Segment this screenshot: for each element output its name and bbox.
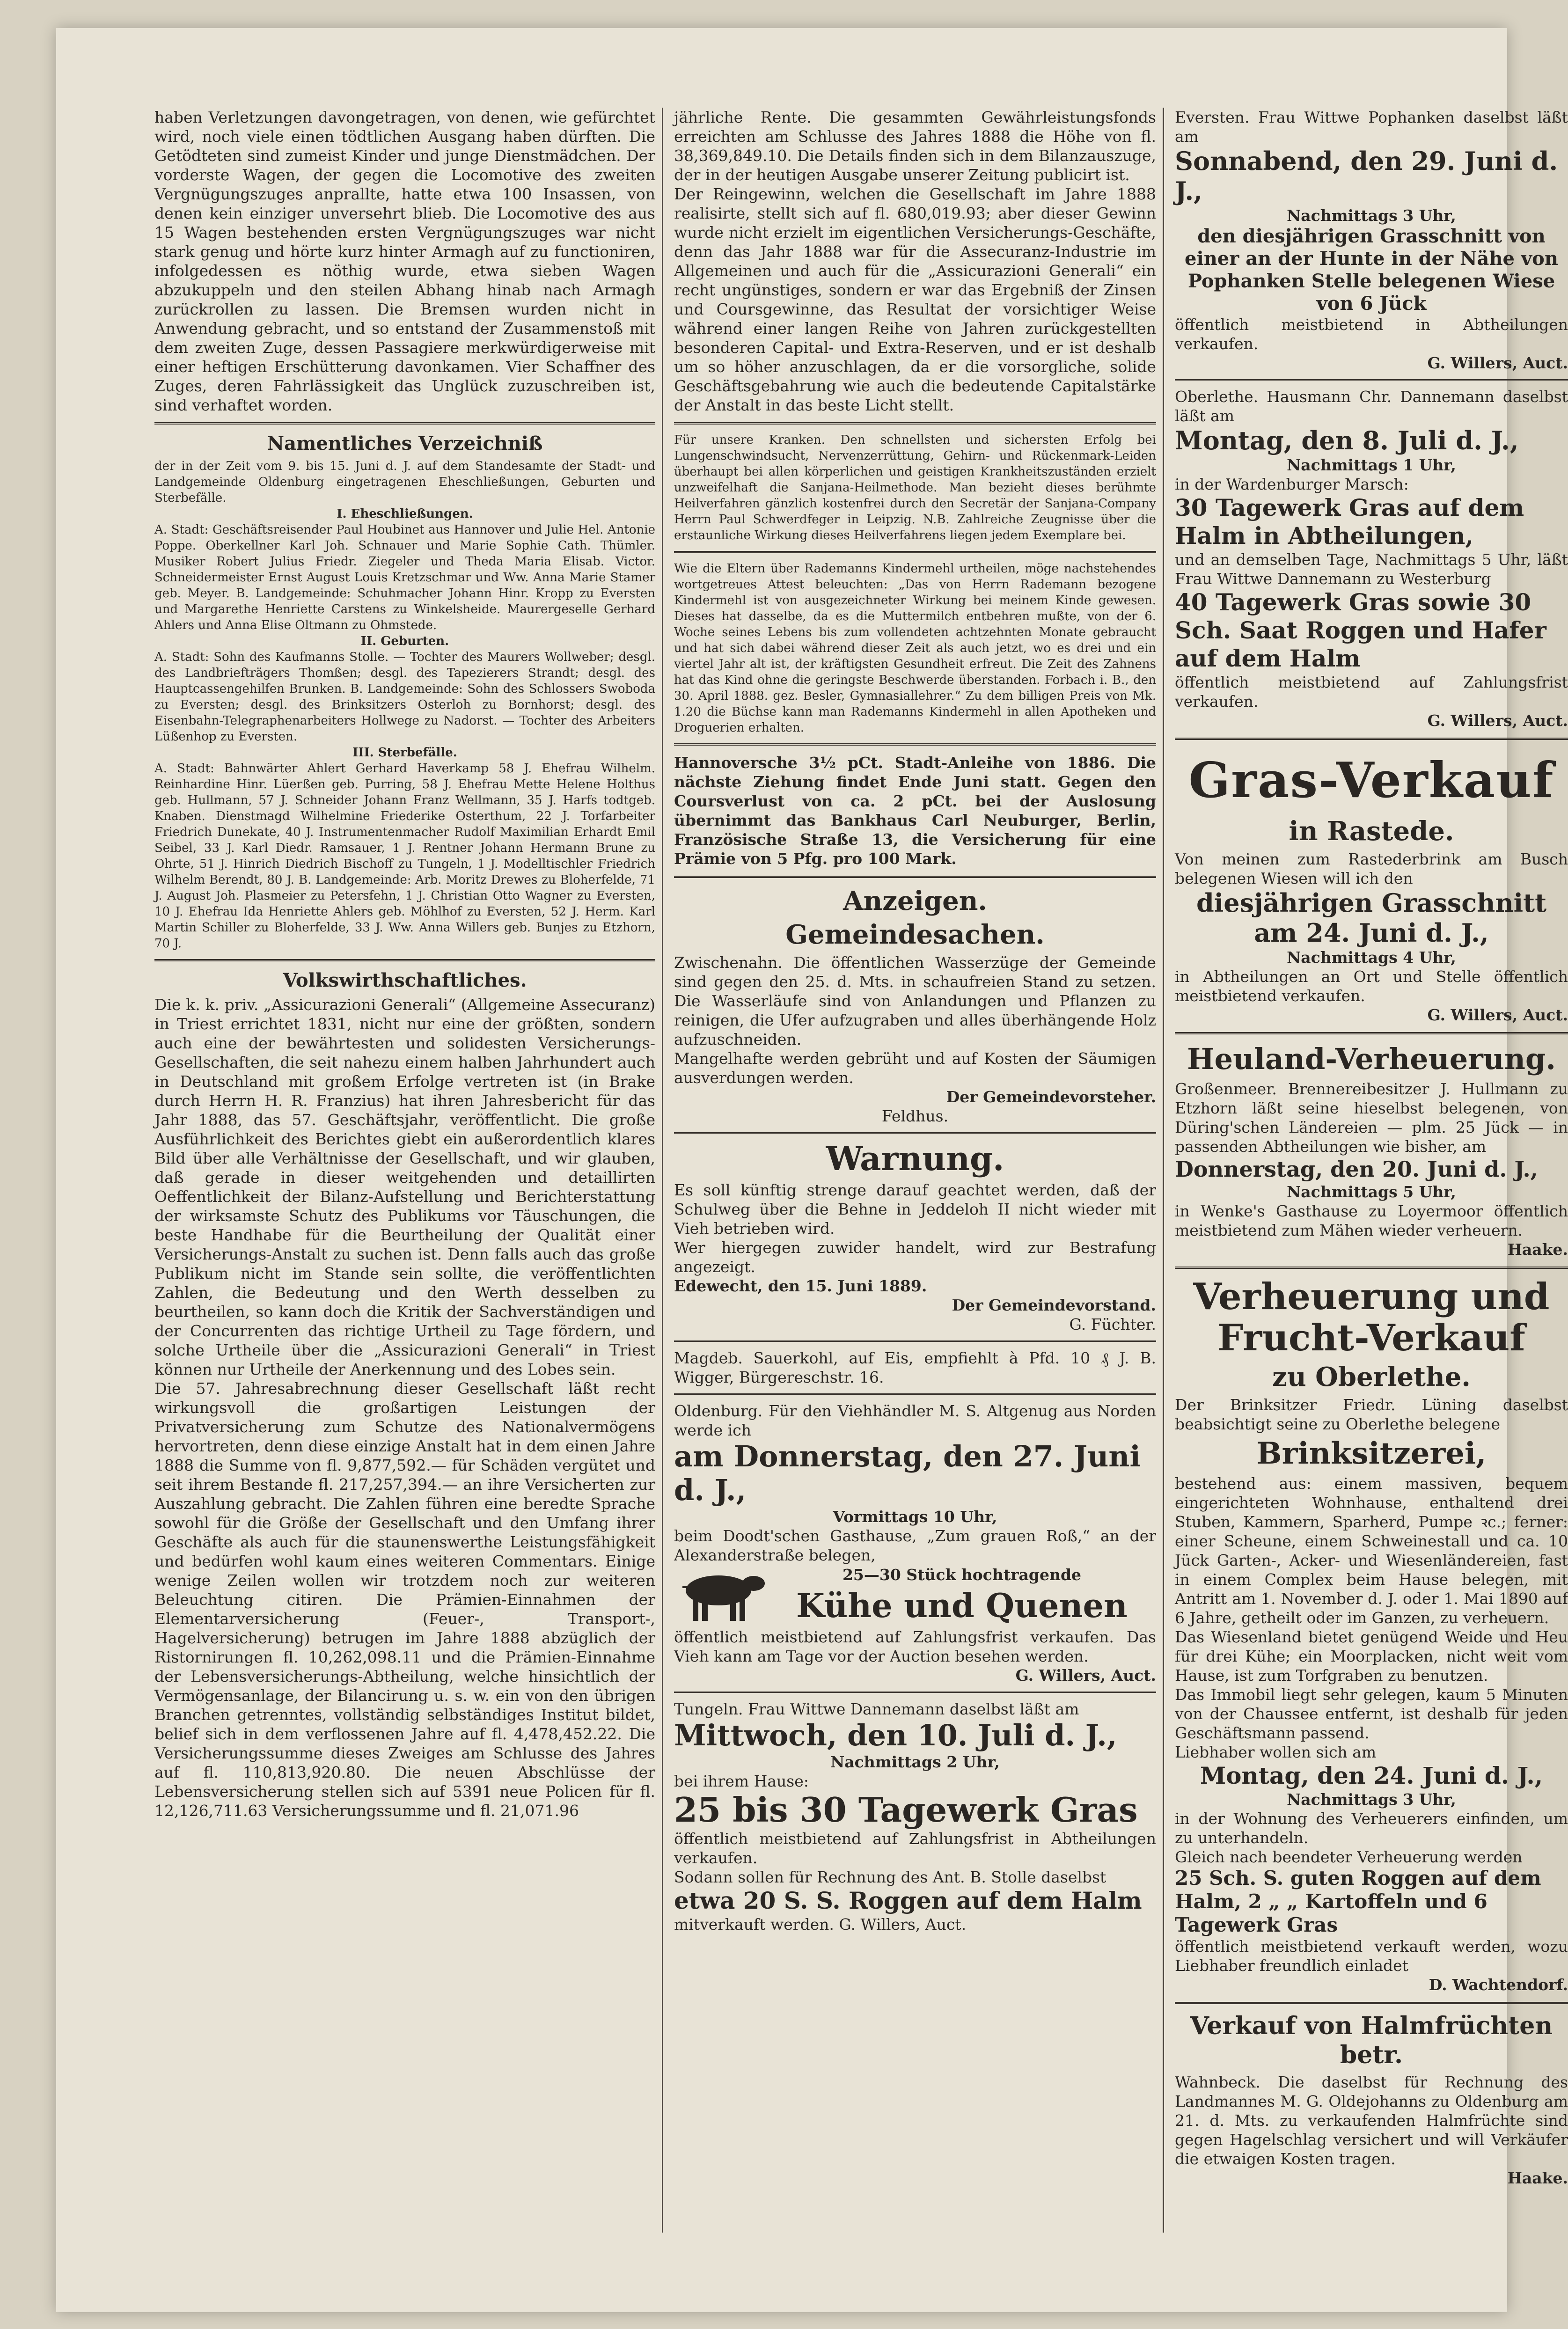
- tungeln-rye: etwa 20 S. S. Roggen auf dem Halm: [674, 1887, 1142, 1914]
- cows-text: öffentlich meistbietend auf Zahlungsfrist verkaufen. Das Vieh kann am Tage vor der Auction besehen werden.: [674, 1628, 1156, 1665]
- eversten-big: den diesjährigen Grasschnitt von einer an der Hunte in der Nähe von Pophanken Stelle belegenen Wiese von 6 Jück: [1185, 225, 1558, 315]
- oberlethe-big: 30 Tagewerk Gras auf dem Halm in Abtheilungen,: [1175, 494, 1524, 549]
- econ-title: Volkswirthschaftliches.: [283, 969, 527, 991]
- auction-date: Donnerstag, den 20. Juni d. J.,: [1175, 1157, 1538, 1182]
- verheuerung-title: Verheuerung und Frucht-Verkauf: [1193, 1275, 1550, 1359]
- signature: Feldhus.: [881, 1107, 949, 1125]
- verheuerung-text: öffentlich meistbietend verkauft werden, wozu Liebhaber freundlich einladet: [1175, 1937, 1568, 1975]
- auction-place: beim Doodt'schen Gasthause, „Zum grauen Roß,“ an der Alexanderstraße belegen,: [674, 1527, 1156, 1564]
- oberlethe-ad: Oberlethe. Hausmann Chr. Dannemann daselbst läßt am: [1175, 388, 1568, 425]
- verheuerung-big: 25 Sch. S. guten Roggen auf dem Halm, 2 „ „ Kartoffeln und 6 Tagewerk Gras: [1175, 1867, 1541, 1936]
- verheuerung-text: bestehend aus: einem massiven, bequem eingerichteten Wohnhause, enthaltend drei Stuben, Kammern, Sparherd, Pumpe ꝛc.; ferner: einer Scheune, einem Schweinestall und ca. 10 Jück Garten-, Acker- und Wiesenländereien, fast in einem Complex beim Hause belegen, mit Antritt am 1. November d. J. oder 1. Mai 1890 auf 6 Jahre, getheilt oder im Ganzen, zu verheuern.: [1175, 1474, 1568, 1627]
- verheuerung-text: Gleich nach beendeter Verheuerung werden: [1175, 1848, 1523, 1866]
- gras-text: Von meinen zum Rastederbrink am Busch belegenen Wiesen will ich den: [1175, 850, 1568, 887]
- gras-subtitle: in Rastede.: [1289, 816, 1454, 847]
- article-text: Der Reingewinn, welchen die Gesellschaft im Jahre 1888 realisirte, stellt sich auf fl. 680,019.93; aber dieser Gewinn wurde nicht erzielt im eigentlichen Versicherungs-Geschäfte, denn das Jahr 1888 war für die Assecuranz-Industrie im Allgemeinen und auch für die „Assicurazioni Generali“ ein recht ungünstiges, sondern er war das Ergebniß der Zinsen und Coursgewinne, das Resultat der vorsichtiger Weise während einer langen Reihe von Jahren zurückgestellten besonderen Capital- und Extra-Reserven, und er ist deshalb um so höher anzuschlagen, da er die vorsorgliche, solide Geschäftsgebahrung wie auch die bedeutende Capitalstärke der Anstalt in das beste Licht stellt.: [674, 185, 1156, 414]
- gemeinde-text: Zwischenahn. Die öffentlichen Wasserzüge der Gemeinde sind gegen den 25. d. Mts. in schaufreien Stand zu setzen. Die Wasserläufe sind von Anlandungen und Pflanzen zu reinigen, die Ufer aufzugraben und alles überhängende Holz aufzuschneiden.: [674, 953, 1156, 1048]
- oldenburg-ad: Oldenburg. Für den Viehhändler M. S. Altgenug aus Norden werde ich: [674, 1402, 1156, 1439]
- section-text: A. Stadt: Geschäftsreisender Paul Houbinet aus Hannover und Julie Hel. Antonie Poppe. Oberkellner Karl Joh. Schnauer und Marie Sophie Cath. Thümler. Musiker Robert Julius Friedr. Ziegeler und Theda Maria Elisab. Victor. Schneidermeister Ernst August Louis Kretzschmar und Ww. Anna Marie Stamer geb. Meyer. B. Landgemeinde: Schuhmacher Johann Hinr. Kropp zu Eversten und Margarethe Henriette Carstens zu Winkelsheide. Maurergeselle Gerhard Ahlers und Anna Elise Oltmann zu Ohmstede.: [154, 523, 655, 632]
- oberlethe-big: 40 Tagewerk Gras sowie 30 Sch. Saat Roggen und Hafer auf dem Halm: [1175, 588, 1546, 672]
- loan-notice: Hannoversche 3½ pCt. Stadt-Anleihe von 1886. Die nächste Ziehung findet Ende Juni statt. Gegen den Coursverlust von ca. 2 pCt. bei der Auslosung übernimmt das Bankhaus Carl Neuburger, Berlin, Französische Straße 13, die Versicherung für eine Prämie von 5 Pfg. pro 100 Mark.: [674, 754, 1156, 868]
- register-title: Namentliches Verzeichniß: [267, 432, 543, 454]
- auction-time: Vormittags 10 Uhr,: [833, 1508, 997, 1526]
- column-2: [674, 108, 1156, 1934]
- tungeln-text: öffentlich meistbietend auf Zahlungsfrist in Abtheilungen verkaufen.: [674, 1830, 1156, 1867]
- verheuerung-subtitle: zu Oberlethe.: [1272, 1362, 1471, 1392]
- warning-title: Warnung.: [826, 1139, 1004, 1178]
- signature: G. Willers, Auct.: [1427, 711, 1568, 730]
- signature: G. Willers, Auct.: [1015, 1666, 1156, 1684]
- auction-place: bei ihrem Hause:: [674, 1772, 809, 1790]
- signature: Haake.: [1507, 2169, 1568, 2187]
- signature: Der Gemeindevorsteher.: [946, 1088, 1156, 1106]
- verheuerung-text: Der Brinksitzer Friedr. Lüning daselbst beabsichtigt seine zu Oberlethe belegene: [1175, 1396, 1568, 1433]
- cows-count: 25—30 Stück hochtragende: [842, 1565, 1082, 1584]
- section-text: A. Stadt: Bahnwärter Ahlert Gerhard Haverkamp 58 J. Ehefrau Wilhelm. Reinhardine Hinr. Lüerßen geb. Purring, 58 J. Ehefrau Mette Helene Holthus geb. Hullmann, 57 J. Schneider Johann Franz Wellmann, 35 J. Harfs todtgeb. Knaben. Dienstmagd Wilhelmine Friederike Osterthum, 22 J. Torfarbeiter Friedrich Dunekate, 40 J. Instrumentenmacher Rudolf Maximilian Erhardt Emil Seibel, 33 J. Karl Diedr. Ramsauer, 1 J. Rentner Johann Hermann Brune zu Ohrte, 51 J. Hinrich Diedrich Bischoff zu Tungeln, 1 J. Modelltischler Friedrich Wilhelm Berendt, 80 J. B. Landgemeinde: Arb. Moritz Drewes zu Bloherfelde, 71 J. August Joh. Plasmeier zu Petersfehn, 1 J. Christian Otto Wagner zu Eversten, 10 J. Ehefrau Ida Henriette Ahlers geb. Möhlhof zu Eversten, 52 J. Herm. Karl Martin Schiller zu Bloherfelde, 33 J. Ww. Anna Willers geb. Bunjes zu Etzhorn, 70 J.: [154, 762, 655, 951]
- auction-time: Nachmittags 4 Uhr,: [1287, 948, 1456, 967]
- econ-text: Die 57. Jahresabrechnung dieser Gesellschaft läßt recht wirkungsvoll die großartigen Leistungen der Privatversicherung zum Schutze des Nationalvermögens hervortreten, denn diese einzige Anstalt hat in dem einen Jahre 1888 die Summe von fl. 9,877,592.— für Schäden vergütet und seit ihrem Bestande fl. 217,257,394.— an ihre Versicherten zur Auszahlung gebracht. Die Zahlen führen eine beredte Sprache sowohl für die Größe der Gesellschaft und den Umfang ihrer Geschäfte als auch für die staunenswerthe Leistungsfähigkeit und bedürfen wohl kaum eines weiteren Commentars. Einige wenige Zeilen wollen wir trotzdem noch zur weiteren Beleuchtung citiren. Die Prämien-Einnahmen der Elementarversicherung (Feuer-, Transport-, Hagelversicherung) betrugen im Jahre 1888 abzüglich der Ristornirungen fl. 10,262,098.11 und die Prämien-Einnahme der Lebensversicherungs-Abtheilung, welche hinsichtlich der Vermögensanlage, der Bilancirung u. s. w. ein von den übrigen Branchen getrenntes, vollständig selbständiges Institut bildet, belief sich in dem verflossenen Jahre auf fl. 4,478,452.22. Die Versicherungssumme dieses Zweiges am Schlusse des Jahres auf fl. 110,813,920.80. Die neuen Abschlüsse der Lebensversicherung stellen sich auf 5391 neue Policen für fl. 12,126,711.63 Versicherungssumme und fl. 21,071.96: [154, 1379, 655, 1820]
- econ-text: Die k. k. priv. „Assicurazioni Generali“ (Allgemeine Assecuranz) in Triest errichtet 1831, nicht nur eine der größten, sondern auch eine der bewährtesten und solidesten Versicherungs-Gesellschaften, die seit nahezu einem halben Jahrhundert auch in Deutschland mit großem Erfolge vertreten ist (in Brake durch Herrn H. R. Franzius) hat ihren Jahresbericht für das Jahr 1888, das 57. Geschäftsjahr, veröffentlicht. Die große Ausführlichkeit des Berichtes giebt ein außerordentlich klares Bild über alle Verhältnisse der Gesellschaft, und wir glauben, daß gerade in dieser weitgehenden und detaillirten Oeffentlichkeit der Bilanz-Aufstellung und Berichterstattung der wirksamste Schutz des Publikums vor Täuschungen, die beste Handhabe für die Beurtheilung der Qualität einer Versicherungs-Anstalt zu suchen ist. Denn falls auch das große Publikum nicht im Stande sein sollte, die veröffentlichten Zahlen, die Bedeutung und den Werth desselben zu beurtheilen, so kann doch die Kritik der Sachverständigen und der Concurrenten das richtige Urtheil zu Tage fördern, und solche Urtheile über die „Assicurazioni Generali“ in Triest können nur Urtheile der Anerkennung und des Lobes sein.: [154, 996, 655, 1378]
- eversten-ad: Eversten. Frau Wittwe Pophanken daselbst läßt am: [1175, 108, 1568, 146]
- section-heading: III. Sterbefälle.: [352, 746, 457, 760]
- signature: Der Gemeindevorstand.: [952, 1296, 1156, 1314]
- signature: G. Füchter.: [1069, 1315, 1156, 1333]
- gras-text: in Abtheilungen an Ort und Stelle öffentlich meistbietend verkaufen.: [1175, 967, 1568, 1005]
- verheuerung-text: Liebhaber wollen sich am: [1175, 1743, 1377, 1761]
- auction-time: Nachmittags 3 Uhr,: [1287, 206, 1456, 225]
- column-3: [1175, 108, 1568, 2188]
- section-text: A. Stadt: Sohn des Kaufmanns Stolle. — Tochter des Maurers Wollweber; desgl. des Landbriefträgers Thomßen; desgl. des Tapezierers Strandt; desgl. des Hauptcassengehilfen Brunken. B. Landgemeinde: Sohn des Schlossers Swoboda zu Eversten; desgl. des Brinksitzers Osterloh zu Bornhorst; desgl. des Eisenbahn-Telegraphenarbeiters Hollwege zu Nadorst. — Tochter des Arbeiters Lüßenhop zu Eversten.: [154, 650, 655, 744]
- auction-date: Montag, den 24. Juni d. J.,: [1200, 1762, 1543, 1789]
- halm-text: Wahnbeck. Die daselbst für Rechnung des Landmannes M. G. Oldejohanns zu Oldenburg am 21. d. Mts. zu verkaufenden Halmfrüchte sind gegen Hagelschlag versichert und will Verkäufer die etwaigen Kosten tragen.: [1175, 2073, 1568, 2168]
- section-heading: I. Eheschließungen.: [337, 507, 473, 521]
- gemeinde-title: Gemeindesachen.: [785, 919, 1045, 950]
- kindermehl-notice: Wie die Eltern über Rademanns Kindermehl urtheilen, möge nachstehendes wortgetreues Attest beleuchten: „Das von Herrn Rademann bezogene Kindermehl ist von ausgezeichneter Wirkung bei meinem Kinde gewesen. Dieses hat dasselbe, da es die Muttermilch entbehren mußte, von der 6. Woche seines Lebens bis zum vollendeten achtzehnten Monate gebraucht und hat sich dabei während dieser Zeit als auch jetzt, wo es drei und ein viertel Jahr alt ist, der kräftigsten Gesundheit erfreut. Die Zeit des Zahnens hat das Kind ohne die geringste Beschwerde überstanden. Forbach i. B., den 30. April 1888. gez. Besler, Gymnasiallehrer.“ Zu dem billigen Preis von Mk. 1.20 die Büchse kann man Rademanns Kindermehl in allen Apotheken und Droguerien erhalten.: [674, 562, 1156, 735]
- auction-date: Sonnabend, den 29. Juni d. J.,: [1175, 146, 1558, 206]
- heuland-text: in Wenke's Gasthause zu Loyermoor öffentlich meistbietend zum Mähen wieder verheuern.: [1175, 1202, 1568, 1239]
- column-1: [154, 108, 655, 1820]
- cow-icon: [674, 1565, 768, 1627]
- auction-time: Nachmittags 1 Uhr,: [1287, 456, 1456, 474]
- tungeln-big: 25 bis 30 Tagewerk Gras: [674, 1790, 1138, 1830]
- oberlethe-text: öffentlich meistbietend auf Zahlungsfrist verkaufen.: [1175, 673, 1568, 710]
- section-heading: II. Geburten.: [360, 634, 449, 648]
- gras-big: diesjährigen Grasschnitt am 24. Juni d. J.,: [1196, 888, 1547, 948]
- tungeln-ad: Tungeln. Frau Wittwe Dannemann daselbst läßt am: [674, 1700, 1079, 1718]
- signature: D. Wachtendorf.: [1429, 1976, 1568, 1994]
- signature: mitverkauft werden. G. Willers, Auct.: [674, 1915, 967, 1934]
- heuland-title: Heuland-Verheuerung.: [1187, 1042, 1556, 1076]
- auction-time: Nachmittags 2 Uhr,: [830, 1753, 1000, 1771]
- gemeinde-text: Mangelhafte werden gebrüht und auf Kosten der Säumigen ausverdungen werden.: [674, 1049, 1156, 1087]
- signature: G. Willers, Auct.: [1427, 354, 1568, 372]
- verheuerung-text: Das Wiesenland bietet genügend Weide und Heu für drei Kühe; ein Moorplacken, nicht weit vom Hause, ist zum Torfgraben zu benutzen.: [1175, 1628, 1568, 1684]
- ads-title: Anzeigen.: [843, 886, 987, 916]
- auction-time: Nachmittags 5 Uhr,: [1287, 1183, 1456, 1201]
- eversten-text: öffentlich meistbietend in Abtheilungen verkaufen.: [1175, 315, 1568, 353]
- auction-time: Nachmittags 3 Uhr,: [1287, 1790, 1456, 1809]
- heuland-text: Großenmeer. Brennereibesitzer J. Hullmann zu Etzhorn läßt seine hieselbst belegenen, von Düring'schen Ländereien — plm. 25 Jück — in passenden Abtheilungen wie bisher, am: [1175, 1080, 1568, 1156]
- auction-date: Mittwoch, den 10. Juli d. J.,: [674, 1718, 1117, 1752]
- article-continuation: haben Verletzungen davongetragen, von denen, wie gefürchtet wird, noch viele einen tödtlichen Ausgang haben dürften. Die Getödteten sind zumeist Kinder und junge Dienstmädchen. Der vorderste Wagen, der gegen die Locomotive des zweiten Vergnügungszuges anprallte, hatte etwa 100 Insassen, von denen kein einziger unversehrt blieb. Die Locomotive des aus 15 Wagen bestehenden ersten Vergnügungszuges war nicht stark genug und hörte kurz hinter Armagh auf zu functioniren, infolgedessen es nöthig wurde, etwa sieben Wagen abzukuppeln und den steilen Abhang hinab nach Armagh zurückrollen zu lassen. Die Bremsen wurden nicht in Anwendung gebracht, und so entstand der Zusammenstoß mit dem zweiten Zuge, dessen Passagiere merkwürdigerweise mit einer heftigen Erschütterung davonkamen. Vier Schaffner des Zuges, deren Fahrlässigkeit das Unglück zuzuschreiben ist, sind verhaftet worden.: [154, 108, 655, 414]
- auction-date: Montag, den 8. Juli d. J.,: [1175, 425, 1519, 455]
- newspaper-page: [56, 28, 1568, 2312]
- warning-text: Wer hiergegen zuwider handelt, wird zur Bestrafung angezeigt.: [674, 1238, 1156, 1276]
- auction-place: in der Wardenburger Marsch:: [1175, 475, 1409, 493]
- cows-title: Kühe und Quenen: [796, 1586, 1128, 1625]
- verheuerung-text: Das Immobil liegt sehr gelegen, kaum 5 Minuten von der Chaussee entfernt, ist deshalb für jeden Geschäftsmann passend.: [1175, 1685, 1568, 1742]
- verheuerung-text: in der Wohnung des Verheuerers einfinden, um zu unterhandeln.: [1175, 1809, 1568, 1847]
- auction-date: am Donnerstag, den 27. Juni d. J.,: [674, 1439, 1141, 1507]
- halm-title: Verkauf von Halmfrüchten betr.: [1190, 2012, 1553, 2069]
- register-intro: der in der Zeit vom 9. bis 15. Juni d. J. auf dem Standesamte der Stadt- und Landgemeinde Oldenburg eingetragenen Eheschließungen, Geburten und Sterbefälle.: [154, 459, 655, 505]
- verheuerung-big: Brinksitzerei,: [1256, 1436, 1487, 1471]
- oberlethe-text: und an demselben Tage, Nachmittags 5 Uhr, läßt Frau Wittwe Dannemann zu Westerburg: [1175, 550, 1568, 588]
- article-continuation: jährliche Rente. Die gesammten Gewährleistungsfonds erreichten am Schlusse des Jahres 1888 die Höhe von fl. 38,369,849.10. Die Details finden sich in dem Bilanzauszuge, der in der heutigen Ausgabe unserer Zeitung publicirt ist.: [674, 108, 1156, 184]
- warning-text: Es soll künftig strenge darauf geachtet werden, daß der Schulweg über die Behne in Jeddeloh II nicht wieder mit Vieh betrieben wird.: [674, 1181, 1156, 1238]
- tungeln-text: Sodann sollen für Rechnung des Ant. B. Stolle daselbst: [674, 1868, 1106, 1886]
- sauerkohl-ad: Magdeb. Sauerkohl, auf Eis, empfiehlt à Pfd. 10 ₰ J. B. Wigger, Bürgereschstr. 16.: [674, 1349, 1156, 1386]
- sick-notice: Für unsere Kranken. Den schnellsten und sichersten Erfolg bei Lungenschwindsucht, Nervenzerrüttung, Gehirn- und Rückenmark-Leiden überhaupt bei allen körperlichen und geistigen Krankheitszuständen erzielt unzweifelhaft die Sanjana-Heilmethode. Man bezieht dieses berühmte Heilverfahren gänzlich kostenfrei durch den Secretär der Sanjana-Company Herrn Paul Schwerdfeger in Leipzig. N.B. Zahlreiche Zeugnisse über die erstaunliche Wirkung dieses Heilverfahrens liegen jedem Exemplare bei.: [674, 433, 1156, 542]
- signature: Haake.: [1507, 1240, 1568, 1259]
- signature: G. Willers, Auct.: [1427, 1006, 1568, 1024]
- warning-place: Edewecht, den 15. Juni 1889.: [674, 1277, 927, 1295]
- gras-title: Gras-Verkauf: [1188, 751, 1554, 809]
- column-rule: [662, 108, 663, 2233]
- column-rule: [1163, 108, 1164, 2233]
